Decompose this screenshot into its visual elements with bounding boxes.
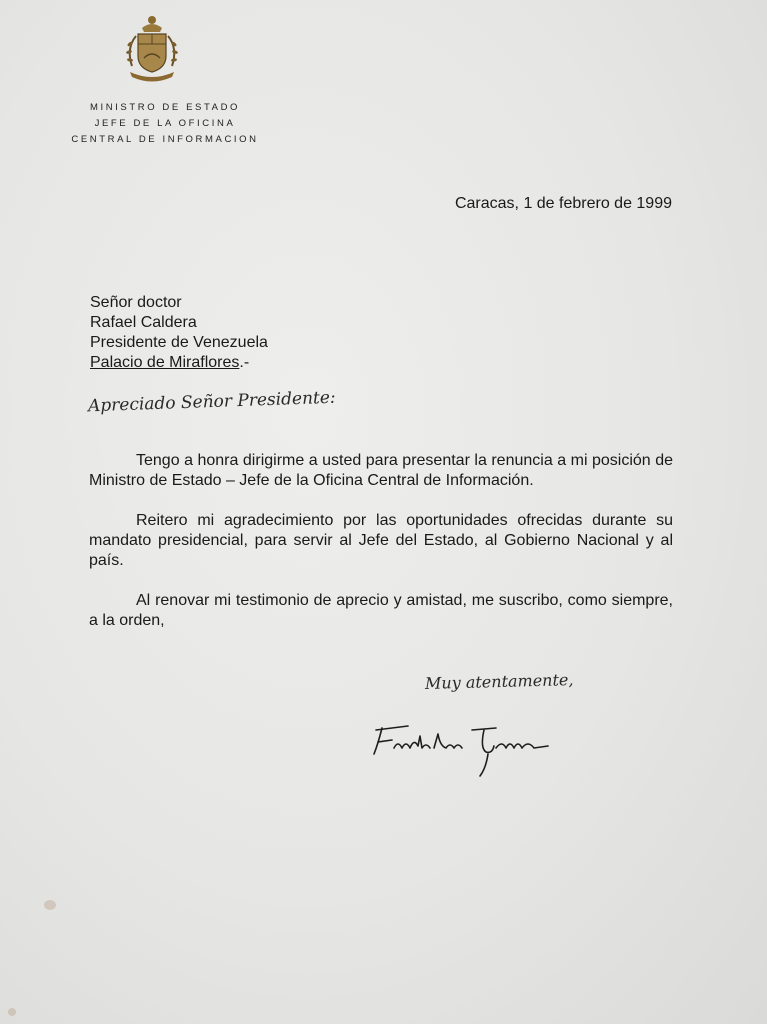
addressee-title: Señor doctor — [90, 294, 182, 311]
body-paragraph: Al renovar mi testimonio de aprecio y amistad, me suscribo, como siempre, a la orden, — [89, 592, 673, 629]
signature-icon — [368, 718, 558, 782]
letter-date: Caracas, 1 de febrero de 1999 — [454, 195, 672, 212]
handwritten-salutation: Apreciado Señor Presidente: — [87, 387, 336, 417]
addressee-position: Presidente de Venezuela — [90, 334, 268, 351]
letterhead-line: MINISTRO DE ESTADO — [89, 102, 241, 113]
addressee-location-suffix: .- — [239, 354, 250, 371]
letterhead-line: JEFE DE LA OFICINA — [94, 118, 236, 129]
body-paragraph: Reitero mi agradecimiento por las oportunidades ofrecidas durante su mandato presidencial, para servir al Jefe del Estado, al Gobierno Nacional y al país. — [89, 512, 673, 569]
letter-body — [89, 451, 673, 651]
addressee-location — [90, 353, 268, 373]
coat-of-arms-icon — [120, 14, 184, 84]
addressee-name: Rafael Caldera — [90, 314, 197, 331]
body-paragraph: Tengo a honra dirigirme a usted para presentar la renuncia a mi posición de Ministro de Estado – Jefe de la Oficina Central de Información. — [89, 452, 673, 489]
letterhead-line: CENTRAL DE INFORMACION — [71, 134, 259, 145]
handwritten-closing: Muy atentamente, — [424, 670, 574, 693]
addressee-location-name: Palacio de Miraflores — [90, 354, 240, 371]
letterhead — [50, 100, 280, 148]
paper-stain — [8, 1008, 16, 1016]
paper-stain — [44, 900, 56, 910]
addressee-block — [90, 293, 268, 373]
